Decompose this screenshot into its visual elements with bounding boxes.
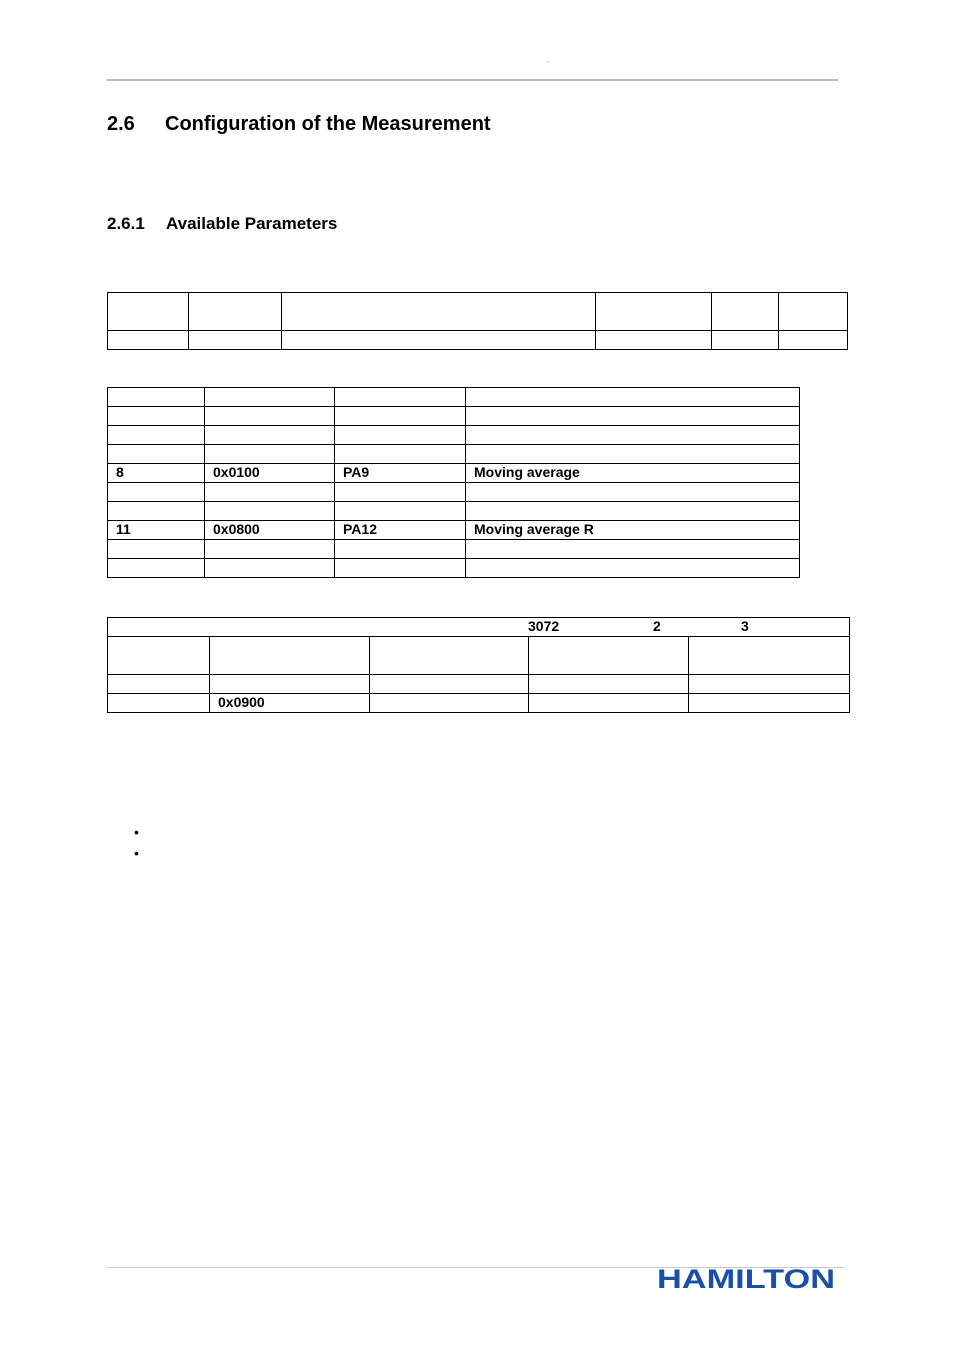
table-cell <box>108 637 210 675</box>
table-cell <box>189 331 282 350</box>
table-cell <box>108 407 205 426</box>
table-cell <box>335 483 466 502</box>
table-cell <box>108 388 205 407</box>
table-cell <box>529 675 689 694</box>
logo-text: HAMILTON <box>657 1264 835 1293</box>
table-cell <box>335 388 466 407</box>
table-cell <box>466 445 800 464</box>
bullet-point: • <box>134 824 139 840</box>
table-cell <box>108 502 205 521</box>
subsection-number: 2.6.1 <box>107 214 145 233</box>
table-cell <box>335 559 466 578</box>
table-row <box>108 426 800 445</box>
table-row <box>108 388 800 407</box>
table-cell <box>205 426 335 445</box>
table-cell <box>108 694 210 713</box>
table-cell <box>335 407 466 426</box>
header-rule <box>107 79 838 81</box>
table-row <box>108 483 800 502</box>
table-cell <box>210 637 370 675</box>
table-header-cell <box>108 618 850 637</box>
table-row <box>108 637 850 675</box>
table-cell <box>108 293 189 331</box>
configuration-table <box>107 617 850 713</box>
header-value: 3072 <box>528 618 560 634</box>
table-cell <box>205 502 335 521</box>
table-cell <box>466 540 800 559</box>
table-cell: Moving average <box>466 464 800 483</box>
table-cell <box>529 637 689 675</box>
header-mark: , <box>547 57 549 64</box>
table-cell <box>712 293 779 331</box>
table-cell <box>779 293 848 331</box>
section-number: 2.6 <box>107 113 135 135</box>
table-cell <box>370 675 529 694</box>
section-title: Configuration of the Measurement <box>165 113 491 135</box>
table-cell <box>596 293 712 331</box>
table-cell: 0x0100 <box>205 464 335 483</box>
table-cell <box>282 331 596 350</box>
table-row <box>108 694 850 713</box>
subsection-title: Available Parameters <box>166 214 338 233</box>
table-cell <box>205 407 335 426</box>
table-cell <box>370 694 529 713</box>
table-cell <box>108 331 189 350</box>
table-cell <box>466 483 800 502</box>
table-cell <box>466 407 800 426</box>
table-cell <box>205 483 335 502</box>
table-row <box>108 464 800 483</box>
table-row <box>108 559 800 578</box>
table-cell <box>689 637 850 675</box>
table-cell: 11 <box>108 521 205 540</box>
table-cell <box>466 388 800 407</box>
table-cell: 8 <box>108 464 205 483</box>
table-cell: PA9 <box>335 464 466 483</box>
table-row <box>108 540 800 559</box>
table-cell <box>466 502 800 521</box>
table-cell <box>108 483 205 502</box>
table-cell <box>689 694 850 713</box>
table-cell <box>335 426 466 445</box>
header-value: 2 <box>653 618 661 634</box>
table-cell: Moving average R <box>466 521 800 540</box>
table-cell <box>335 540 466 559</box>
hamilton-logo <box>657 1263 837 1293</box>
table-cell <box>108 445 205 464</box>
table-cell <box>282 293 596 331</box>
table-cell <box>712 331 779 350</box>
subsection-heading <box>107 214 337 234</box>
table-cell <box>335 502 466 521</box>
parameter-table-2 <box>107 387 800 578</box>
table-row <box>108 445 800 464</box>
table-cell <box>466 426 800 445</box>
table-row <box>108 331 848 350</box>
header-value: 3 <box>741 618 749 634</box>
table-cell <box>529 694 689 713</box>
table-cell <box>596 331 712 350</box>
table-cell <box>335 445 466 464</box>
table-cell <box>108 540 205 559</box>
table-row <box>108 407 800 426</box>
table-row <box>108 521 800 540</box>
table-cell <box>205 540 335 559</box>
table-cell <box>108 559 205 578</box>
table-cell <box>689 675 850 694</box>
table-cell: PA12 <box>335 521 466 540</box>
table-header-row <box>108 618 850 637</box>
table-row <box>108 675 850 694</box>
table-cell <box>205 445 335 464</box>
table-row <box>108 502 800 521</box>
table-cell: 0x0900 <box>210 694 370 713</box>
bullet-point: • <box>134 845 139 861</box>
parameter-table-1 <box>107 292 848 350</box>
table-cell <box>108 426 205 445</box>
table-cell <box>108 675 210 694</box>
table-cell <box>210 675 370 694</box>
table-cell <box>466 559 800 578</box>
table-cell: 0x0800 <box>205 521 335 540</box>
section-heading <box>107 113 491 136</box>
table-row <box>108 293 848 331</box>
table-cell <box>779 331 848 350</box>
table-cell <box>370 637 529 675</box>
table-cell <box>189 293 282 331</box>
table-cell <box>205 388 335 407</box>
table-cell <box>205 559 335 578</box>
